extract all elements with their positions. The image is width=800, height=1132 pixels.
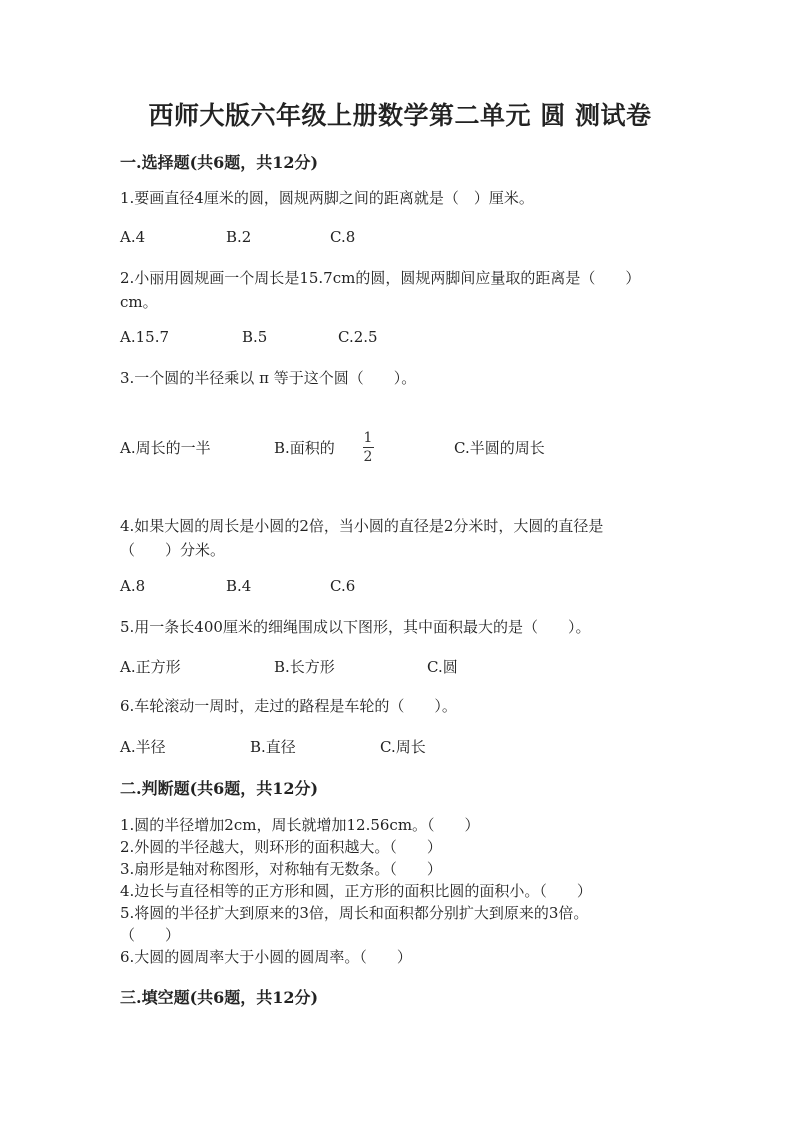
question-4: [120, 514, 680, 562]
judge-item-3: 3.扇形是轴对称图形，对称轴有无数条。（ ）: [120, 860, 442, 878]
question-2: [120, 266, 680, 314]
q1-option-c: C.8: [330, 228, 356, 246]
judge-item-1: 1.圆的半径增加2cm，周长就增加12.56cm。（ ）: [120, 816, 480, 834]
question-2-line-2: cm。: [120, 293, 158, 311]
section-heading-fill: 三.填空题(共6题，共12分): [120, 988, 319, 1007]
q1-option-b: B.2: [226, 228, 252, 246]
fraction-bar: [363, 447, 374, 448]
question-4-line-2: （ ）分米。: [120, 541, 226, 559]
fraction-numerator: 1: [363, 430, 373, 446]
judge-item-5-continued: （ ）: [120, 926, 181, 944]
question-4-line-1: 4.如果大圆的周长是小圆的2倍，当小圆的直径是2分米时，大圆的直径是: [120, 517, 604, 535]
q3-option-c: C.半圆的周长: [454, 439, 545, 457]
q6-option-b: B.直径: [250, 738, 296, 756]
q1-option-a: A.4: [120, 228, 146, 246]
q2-option-c: C.2.5: [338, 328, 378, 346]
question-3: 3.一个圆的半径乘以 π 等于这个圆（ ）。: [120, 369, 417, 387]
section-heading-judge: 二.判断题(共6题，共12分): [120, 779, 319, 798]
judge-item-6: 6.大圆的圆周率大于小圆的圆周率。（ ）: [120, 948, 412, 966]
fraction-denominator: 2: [363, 449, 373, 465]
question-5: 5.用一条长400厘米的细绳围成以下图形，其中面积最大的是（ ）。: [120, 618, 591, 636]
q5-option-c: C.圆: [427, 658, 458, 676]
judge-item-4: 4.边长与直径相等的正方形和圆，正方形的面积比圆的面积小。（ ）: [120, 882, 592, 900]
judge-item-5: 5.将圆的半径扩大到原来的3倍，周长和面积都分别扩大到原来的3倍。: [120, 904, 589, 922]
fraction-one-half: [358, 430, 378, 465]
q4-option-a: A.8: [120, 577, 146, 595]
question-1: 1.要画直径4厘米的圆，圆规两脚之间的距离就是（ ）厘米。: [120, 189, 534, 207]
question-2-line-1: 2.小丽用圆规画一个周长是15.7cm的圆，圆规两脚间应量取的距离是（ ）: [120, 269, 641, 287]
q5-option-b: B.长方形: [274, 658, 335, 676]
question-6: 6.车轮滚动一周时，走过的路程是车轮的（ ）。: [120, 697, 457, 715]
q6-option-c: C.周长: [380, 738, 426, 756]
q2-option-a: A.15.7: [120, 328, 169, 346]
q3-option-a: A.周长的一半: [120, 439, 211, 457]
judge-item-2: 2.外圆的半径越大，则环形的面积越大。（ ）: [120, 838, 442, 856]
q5-option-a: A.正方形: [120, 658, 181, 676]
q2-option-b: B.5: [242, 328, 268, 346]
q4-option-b: B.4: [226, 577, 252, 595]
q4-option-c: C.6: [330, 577, 356, 595]
q6-option-a: A.半径: [120, 738, 166, 756]
section-heading-choice: 一.选择题(共6题，共12分): [120, 153, 319, 172]
q3-option-b: B.面积的: [274, 439, 335, 457]
page-title: 西师大版六年级上册数学第二单元 圆 测试卷: [148, 101, 652, 130]
